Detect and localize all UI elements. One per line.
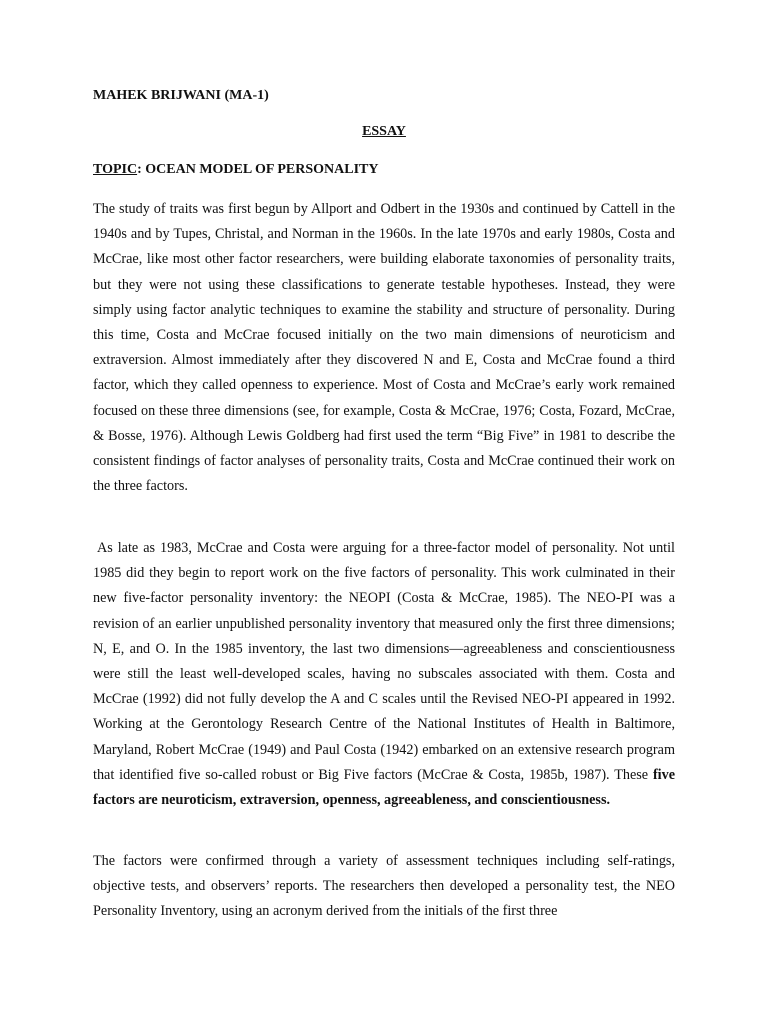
topic-title: OCEAN MODEL OF PERSONALITY <box>145 162 379 177</box>
paragraph-1: The study of traits was first begun by Allport and Odbert in the 1930s and continued by Cattell in the 1940s and by Tupes, Christal, and Norman in the 1960s. In the late 1970s and early 1980s, Costa and McCrae, like most other factor researchers, were building elaborate taxonomies of personality traits, but they were not using these classifications to generate testable hypotheses. Instead, they were simply using factor analytic techniques to examine the stability and structure of personality. During this time, Costa and McCrae focused initially on the two main dimensions of neuroticism and extraversion. Almost immediately after they discovered N and E, Costa and McCrae found a third factor, which they called openness to experience. Most of Costa and McCrae’s early work remained focused on these three dimensions (see, for example, Costa & McCrae, 1976; Costa, Fozard, McCrae, & Bosse, 1976). Although Lewis Goldberg had first used the term “Big Five” in 1981 to describe the consistent findings of factor analyses of personality traits, Costa and McCrae continued their work on the three factors. <box>93 201 675 495</box>
paragraph-2 <box>93 536 675 813</box>
paragraph-2-text: As late as 1983, McCrae and Costa were arguing for a three-factor model of personality. Not until 1985 did they begin to report work on the five factors of personality. This work culminated in their new five-factor personality inventory: the NEOPI (Costa & McCrae, 1985). The NEO-PI was a revision of an earlier unpublished personality inventory that measured only the first three dimensions; N, E, and O. In the 1985 inventory, the last two dimensions—agreeableness and conscientiousness were still the least well-developed scales, having no subscales associated with them. Costa and McCrae (1992) did not fully develop the A and C scales until the Revised NEO-PI appeared in 1992. Working at the Gerontology Research Centre of the National Institutes of Health in Baltimore, Maryland, Robert McCrae (1949) and Paul Costa (1942) embarked on an extensive research program that identified five so-called robust or Big Five factors (McCrae & Costa, 1985b, 1987). These <box>93 540 675 783</box>
topic-separator: : <box>137 162 146 177</box>
topic-line <box>93 162 379 178</box>
author-line: MAHEK BRIJWANI (MA-1) <box>93 88 269 103</box>
paragraph-2-bold-text: five factors are neuroticism, extraversion, openness, agreeableness, and conscientiousness. <box>93 766 675 809</box>
topic-label: TOPIC <box>93 162 138 177</box>
paragraph-3: The factors were confirmed through a variety of assessment techniques including self-ratings, objective tests, and observers’ reports. The researchers then developed a personality test, the NEO Personality Inventory, using an acronym derived from the initials of the first three <box>93 853 675 920</box>
essay-heading: ESSAY <box>362 124 406 139</box>
